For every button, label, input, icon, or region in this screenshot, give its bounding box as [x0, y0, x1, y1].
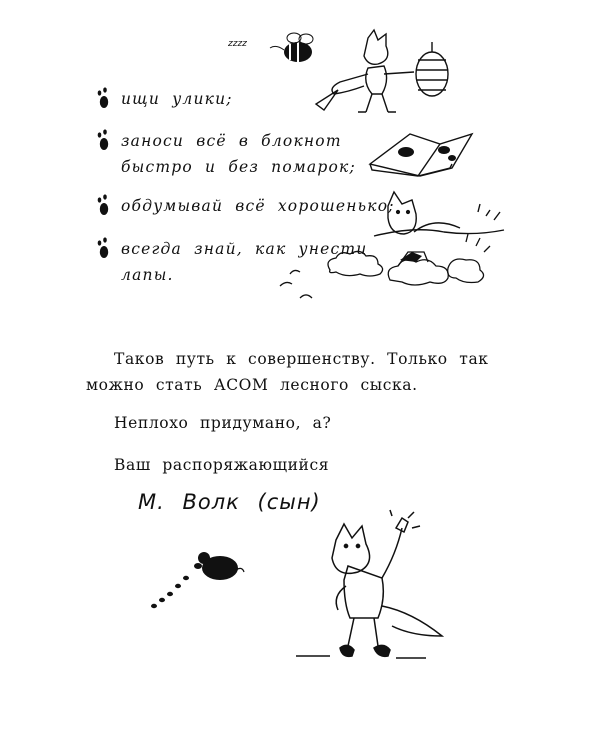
bullet-text: заноси всё в блокнот быстро и без помарок;	[121, 132, 356, 176]
fox-figure	[316, 30, 414, 112]
bullet-item-3	[95, 193, 395, 219]
bullet-text: всегда знай, как унести лапы.	[121, 240, 368, 284]
ink-blot-illustration	[140, 548, 250, 618]
bee-icon	[270, 33, 313, 62]
signature: М. Волк (сын)	[138, 490, 321, 514]
paw-print-icon	[95, 237, 111, 259]
waving-fox-illustration	[296, 510, 456, 670]
notebook-illustration	[366, 128, 476, 178]
bee-sound-text: zzzz	[228, 39, 247, 49]
paragraph-3: Ваш распоряжающийся	[114, 456, 330, 474]
fox-beehive-illustration	[228, 28, 478, 118]
paw-print-icon	[95, 129, 111, 151]
bullet-text: ищи улики;	[121, 90, 233, 108]
paragraph-1-line-2: можно стать АСОМ лесного сыска.	[86, 376, 418, 394]
paragraph-1: Таков путь к совершенству. Только так	[114, 350, 489, 368]
paragraph-2: Неплохо придумано, а?	[114, 414, 332, 432]
beehive-icon	[416, 42, 448, 96]
bullet-item-1	[95, 86, 233, 112]
bullet-item-2	[95, 128, 356, 180]
escaping-fox-dust-illustration	[270, 240, 500, 310]
paw-print-icon	[95, 194, 111, 216]
paw-print-icon	[95, 87, 111, 109]
bullet-text: обдумывай всё хорошенько;	[121, 197, 395, 215]
